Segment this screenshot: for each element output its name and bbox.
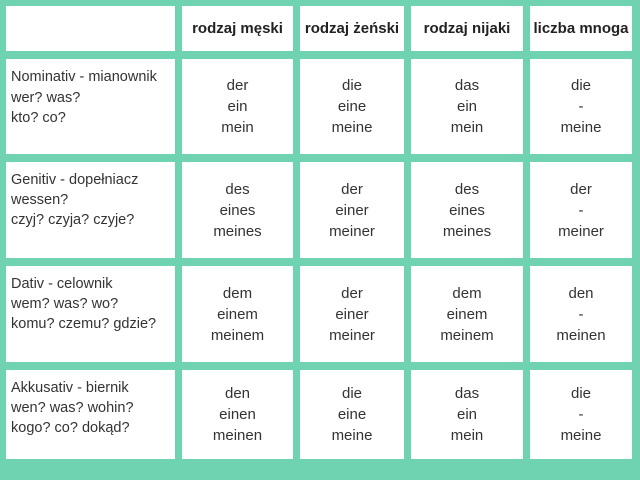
indefinite-article: einem	[217, 305, 258, 323]
cell-genitiv-neuter	[411, 162, 523, 258]
possessive-pronoun: meinen	[212, 427, 263, 444]
header-feminine: rodzaj żeński	[300, 6, 404, 51]
definite-article: den	[568, 284, 594, 302]
header-masculine: rodzaj męski	[182, 6, 293, 51]
possessive-pronoun: meine	[331, 119, 373, 136]
indefinite-article: einer	[335, 305, 369, 323]
row-label-dativ	[6, 266, 175, 362]
polish-questions: kto? co?	[11, 110, 66, 126]
possessive-pronoun: meinen	[556, 326, 606, 344]
polish-questions: komu? czemu? gdzie?	[11, 316, 157, 332]
cell-genitiv-masculine	[182, 162, 293, 258]
row-label-akkusativ	[6, 370, 175, 459]
cell-akkusativ-neuter	[411, 370, 523, 459]
definite-article: die	[341, 77, 363, 94]
corner-cell	[6, 6, 175, 51]
case-name: Dativ - celownik	[11, 276, 113, 292]
possessive-pronoun: meines	[442, 222, 492, 240]
polish-questions: kogo? co? dokąd?	[11, 420, 130, 436]
definite-article: dem	[222, 284, 253, 302]
definite-article: der	[341, 180, 363, 198]
cell-genitiv-plural	[530, 162, 632, 258]
row-label-nominativ	[6, 59, 175, 154]
indefinite-article: ein	[456, 98, 478, 115]
cell-dativ-feminine	[300, 266, 404, 362]
possessive-pronoun: meinem	[440, 326, 494, 344]
possessive-pronoun: meiner	[329, 326, 375, 344]
indefinite-article: einem	[446, 305, 488, 323]
possessive-pronoun: mein	[450, 119, 484, 136]
indefinite-article: -	[578, 406, 584, 423]
cell-akkusativ-plural	[530, 370, 632, 459]
german-questions: wen? was? wohin?	[11, 400, 134, 416]
possessive-pronoun: meine	[560, 427, 602, 444]
possessive-pronoun: meinem	[210, 326, 265, 344]
definite-article: die	[341, 385, 363, 402]
cell-nominativ-feminine	[300, 59, 404, 154]
case-name: Genitiv - dopełniacz	[11, 172, 139, 188]
possessive-pronoun: meiner	[329, 222, 375, 240]
possessive-pronoun: mein	[450, 427, 484, 444]
row-label-genitiv	[6, 162, 175, 258]
german-questions: wem? was? wo?	[11, 296, 119, 312]
definite-article: des	[225, 180, 250, 198]
indefinite-article: einer	[335, 201, 369, 219]
indefinite-article: eines	[219, 201, 256, 219]
indefinite-article: -	[578, 201, 584, 219]
possessive-pronoun: mein	[221, 119, 254, 136]
cell-akkusativ-feminine	[300, 370, 404, 459]
definite-article: der	[226, 77, 249, 94]
german-questions: wer? was?	[11, 90, 81, 106]
case-name: Akkusativ - biernik	[11, 380, 129, 396]
german-questions: wessen?	[11, 192, 69, 208]
definite-article: das	[454, 385, 480, 402]
indefinite-article: eines	[449, 201, 485, 219]
definite-article: dem	[452, 284, 482, 302]
cell-nominativ-plural	[530, 59, 632, 154]
definite-article: des	[454, 180, 480, 198]
indefinite-article: einen	[219, 406, 256, 423]
possessive-pronoun: meiner	[558, 222, 604, 240]
cell-nominativ-masculine	[182, 59, 293, 154]
cell-dativ-masculine	[182, 266, 293, 362]
case-name: Nominativ - mianownik	[11, 69, 157, 85]
indefinite-article: eine	[337, 98, 367, 115]
indefinite-article: -	[578, 305, 584, 323]
indefinite-article: -	[578, 98, 584, 115]
header-plural: liczba mnoga	[530, 6, 632, 51]
cell-dativ-neuter	[411, 266, 523, 362]
cell-dativ-plural	[530, 266, 632, 362]
indefinite-article: ein	[227, 98, 248, 115]
possessive-pronoun: meine	[331, 427, 373, 444]
indefinite-article: ein	[456, 406, 478, 423]
definite-article: der	[341, 284, 363, 302]
possessive-pronoun: meines	[213, 222, 262, 240]
definite-article: den	[224, 385, 251, 402]
definite-article: die	[570, 385, 592, 402]
polish-questions: czyj? czyja? czyje?	[11, 212, 135, 228]
cell-genitiv-feminine	[300, 162, 404, 258]
definite-article: der	[570, 180, 592, 198]
indefinite-article: eine	[337, 406, 367, 423]
possessive-pronoun: meine	[560, 119, 602, 136]
cell-akkusativ-masculine	[182, 370, 293, 459]
definite-article: das	[454, 77, 480, 94]
cell-nominativ-neuter	[411, 59, 523, 154]
definite-article: die	[570, 77, 592, 94]
header-neuter: rodzaj nijaki	[411, 6, 523, 51]
